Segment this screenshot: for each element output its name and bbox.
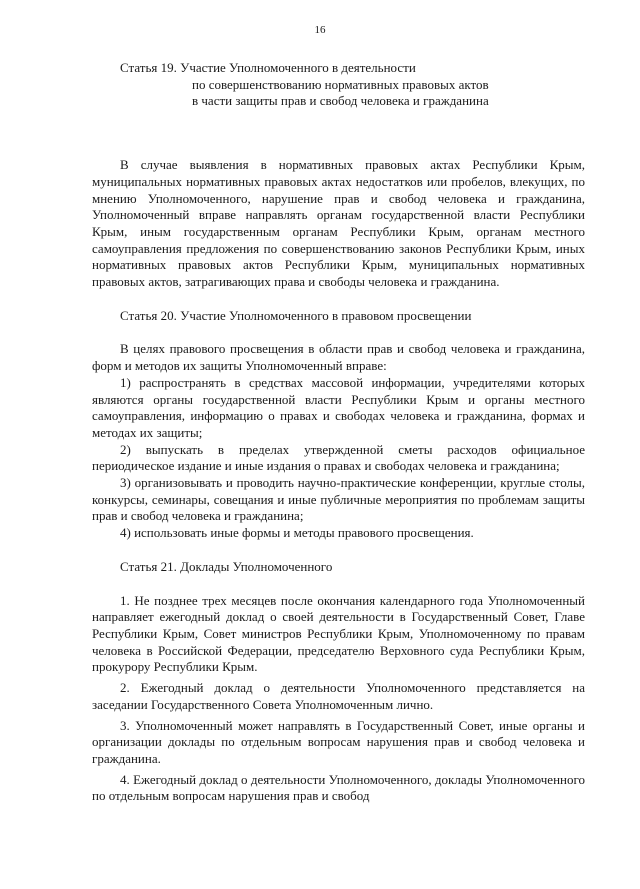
article-21-item-4: 4. Ежегодный доклад о деятельности Уполномоченного, доклады Уполномоченного по отдельным вопросам нарушения прав и свобод	[92, 771, 585, 804]
article-20-item-2: 2) выпускать в пределах утвержденной сметы расходов официальное периодическое издание и иные издания о правах и свободах человека и гражданина;	[92, 441, 585, 474]
article-20-item-1: 1) распространять в средствах массовой информации, учредителями которых являются органы государственной власти Республики Крым и органы местного самоуправления, информацию о правах и свободах человека и гражданина, формах и методах их защиты;	[92, 374, 585, 440]
article-21-heading: Статья 21. Доклады Уполномоченного	[120, 558, 333, 574]
article-19-heading-line-3: в части защиты прав и свобод человека и гражданина	[192, 93, 489, 109]
article-20-item-4: 4) использовать иные формы и методы правового просвещения.	[120, 525, 474, 541]
article-20-item-3: 3) организовывать и проводить научно-практические конференции, круглые столы, конкурсы, семинары, совещания и иные публичные мероприятия по проблемам защиты прав и свобод человека и гражданина;	[92, 475, 585, 524]
article-20-heading: Статья 20. Участие Уполномоченного в правовом просвещении	[120, 307, 472, 323]
article-21-item-1: 1. Не позднее трех месяцев после окончания календарного года Уполномоченный направляет ежегодный доклад о своей деятельности в Государственный Совет, Главе Республики Крым, Совет министров Республики Крым, Уполномоченному по правам человека в Российской Федерации, председателю Верховного суда Республики Крым, прокурору Республики Крым.	[92, 592, 585, 675]
page-number: 16	[314, 24, 326, 36]
article-19-heading-line-2: по совершенствованию нормативных правовых актов	[192, 76, 489, 92]
document-body	[92, 60, 585, 805]
article-21-item-3: 3. Уполномоченный может направлять в Государственный Совет, иные органы и организации доклады по отдельным вопросам нарушения прав и свобод человека и гражданина.	[92, 717, 585, 766]
article-19-heading-line-1: Статья 19. Участие Уполномоченного в деятельности	[120, 60, 416, 75]
article-20-intro: В целях правового просвещения в области прав и свобод человека и гражданина, форм и методов их защиты Уполномоченный вправе:	[92, 341, 585, 374]
article-21-item-2: 2. Ежегодный доклад о деятельности Уполномоченного представляется на заседании Государственного Совета Уполномоченным лично.	[92, 680, 585, 712]
article-19-paragraph: В случае выявления в нормативных правовых актах Республики Крым, муниципальных нормативных правовых актах недостатков или пробелов, влекущих, по мнению Уполномоченного, нарушение прав и свобод человека и гражданина, Уполномоченный вправе направлять органам государственной власти Республики Крым, иным государственным органам Республики Крым, органам местного самоуправления предложения по совершенствованию законов Республики Крым, иных нормативных правовых актов Республики Крым, муниципальных нормативных правовых актов, затрагивающих права и свободы человека и гражданина.	[92, 157, 585, 290]
article-19-heading	[92, 60, 585, 110]
